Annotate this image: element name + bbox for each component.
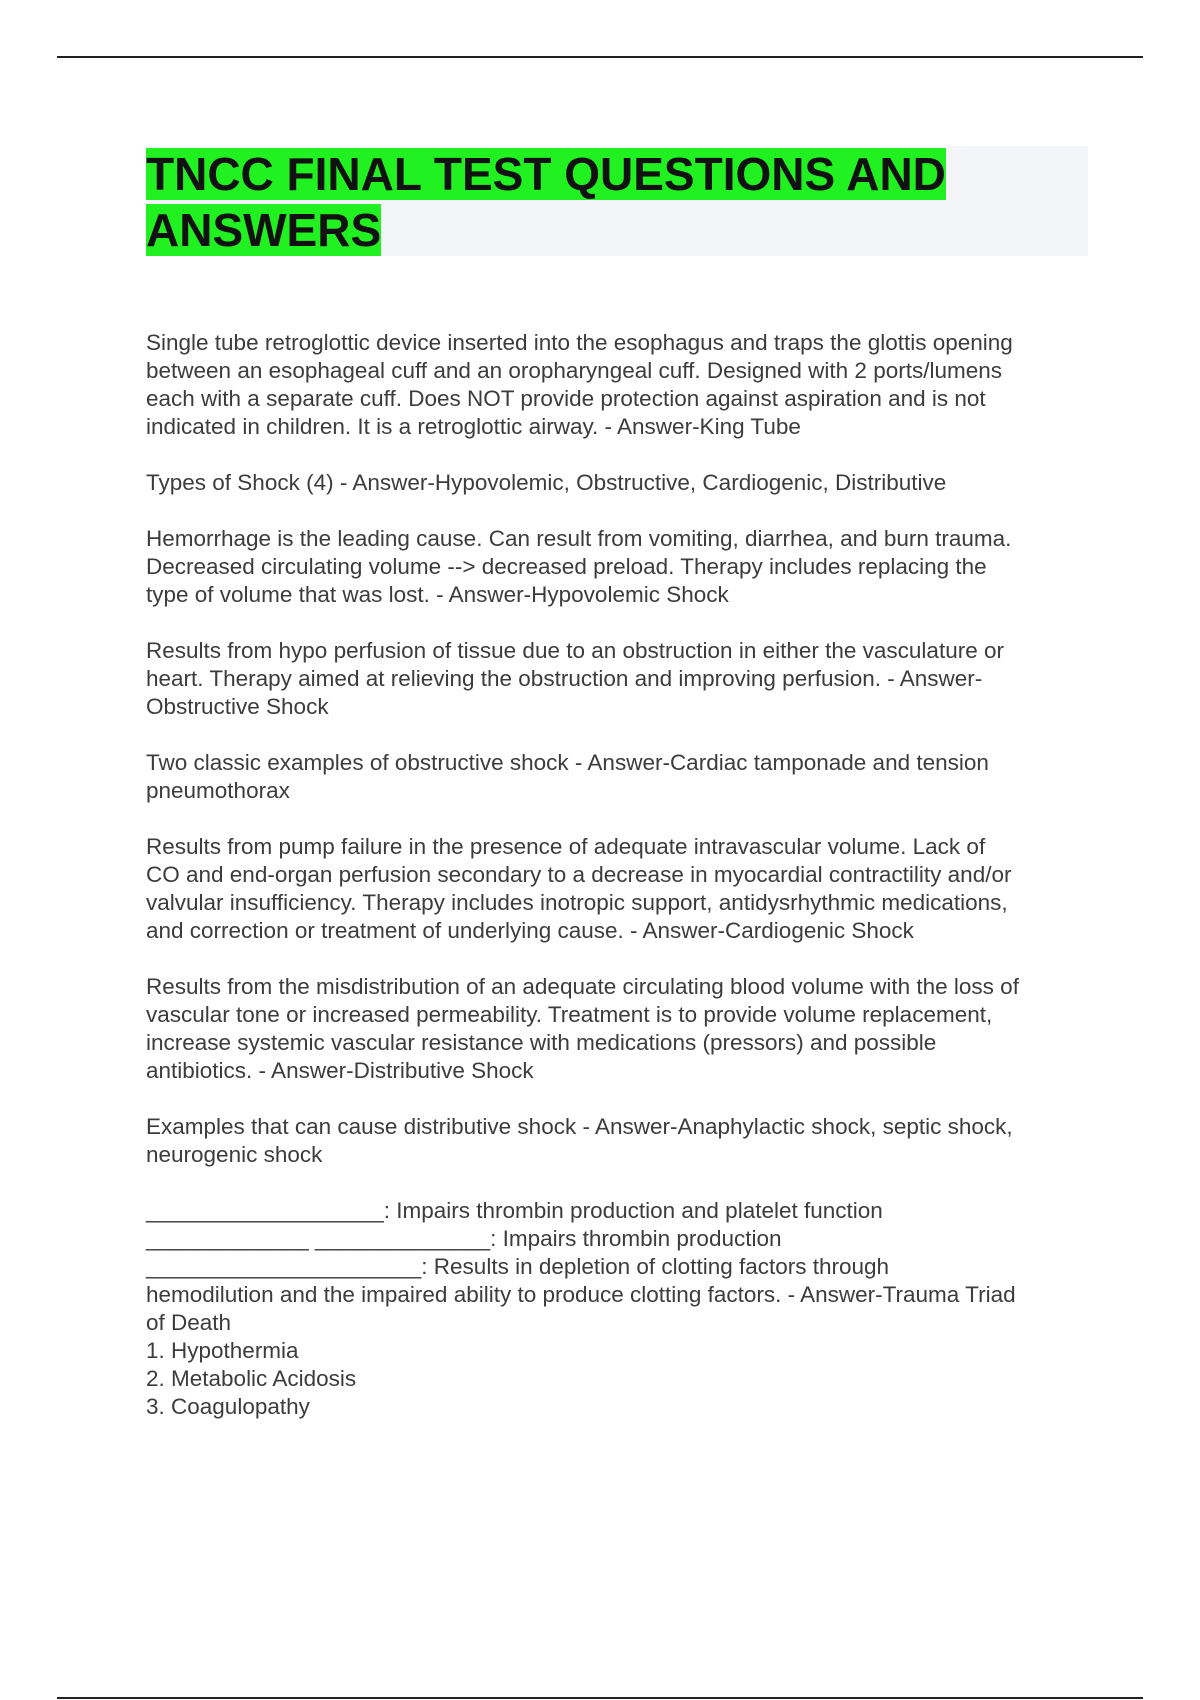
qa-line: Single tube retroglottic device inserted into the esophagus and traps the glottis opening [146, 330, 1013, 355]
qa-line: heart. Therapy aimed at relieving the obstruction and improving perfusion. - Answer- [146, 666, 983, 691]
title-line-1: TNCC FINAL TEST QUESTIONS AND [146, 148, 946, 200]
qa-item [146, 749, 1096, 805]
qa-line: pneumothorax [146, 778, 290, 803]
qa-line: Examples that can cause distributive shock - Answer-Anaphylactic shock, septic shock, [146, 1114, 1013, 1139]
qa-line: Results from pump failure in the presence of adequate intravascular volume. Lack of [146, 834, 986, 859]
qa-item [146, 1113, 1096, 1169]
qa-line: Obstructive Shock [146, 694, 329, 719]
qa-line: 1. Hypothermia [146, 1338, 299, 1363]
title-line-2: ANSWERS [146, 204, 382, 256]
qa-line: between an esophageal cuff and an oropharyngeal cuff. Designed with 2 ports/lumens [146, 358, 1002, 383]
qa-line: Results from the misdistribution of an adequate circulating blood volume with the loss of [146, 974, 1019, 999]
qa-line: Hemorrhage is the leading cause. Can result from vomiting, diarrhea, and burn trauma. [146, 526, 1012, 551]
qa-content [146, 329, 1096, 1421]
qa-item [146, 525, 1096, 609]
qa-line: valvular insufficiency. Therapy includes inotropic support, antidysrhythmic medications, [146, 890, 1008, 915]
qa-item [146, 637, 1096, 721]
title-block [146, 146, 1088, 256]
qa-line: Results from hypo perfusion of tissue due to an obstruction in either the vasculature or [146, 638, 1004, 663]
qa-line: CO and end-organ perfusion secondary to a decrease in myocardial contractility and/or [146, 862, 1012, 887]
top-rule [57, 56, 1143, 58]
qa-line: Decreased circulating volume --> decreased preload. Therapy includes replacing the [146, 554, 987, 579]
qa-line: Types of Shock (4) - Answer-Hypovolemic, Obstructive, Cardiogenic, Distributive [146, 470, 947, 495]
qa-line: increase systemic vascular resistance with medications (pressors) and possible [146, 1030, 937, 1055]
qa-line: each with a separate cuff. Does NOT provide protection against aspiration and is not [146, 386, 986, 411]
qa-line: hemodilution and the impaired ability to produce clotting factors. - Answer-Trauma Triad [146, 1282, 1016, 1307]
qa-line: ______________________: Results in depletion of clotting factors through [146, 1254, 890, 1279]
qa-line: neurogenic shock [146, 1142, 323, 1167]
qa-item [146, 973, 1096, 1085]
document-title [146, 146, 1088, 258]
qa-line: type of volume that was lost. - Answer-Hypovolemic Shock [146, 582, 729, 607]
qa-line: 2. Metabolic Acidosis [146, 1366, 357, 1391]
qa-line: _____________ ______________: Impairs thrombin production [146, 1226, 782, 1251]
bottom-rule [57, 1697, 1143, 1699]
qa-line: vascular tone or increased permeability. Treatment is to provide volume replacement, [146, 1002, 993, 1027]
qa-line: indicated in children. It is a retroglottic airway. - Answer-King Tube [146, 414, 801, 439]
qa-line: antibiotics. - Answer-Distributive Shock [146, 1058, 534, 1083]
qa-line: Two classic examples of obstructive shock - Answer-Cardiac tamponade and tension [146, 750, 989, 775]
qa-item [146, 1197, 1096, 1421]
qa-item [146, 469, 1096, 497]
qa-item [146, 833, 1096, 945]
qa-item [146, 329, 1096, 441]
qa-line: 3. Coagulopathy [146, 1394, 310, 1419]
qa-line: of Death [146, 1310, 232, 1335]
qa-line: and correction or treatment of underlying cause. - Answer-Cardiogenic Shock [146, 918, 914, 943]
qa-line: ___________________: Impairs thrombin production and platelet function [146, 1198, 883, 1223]
